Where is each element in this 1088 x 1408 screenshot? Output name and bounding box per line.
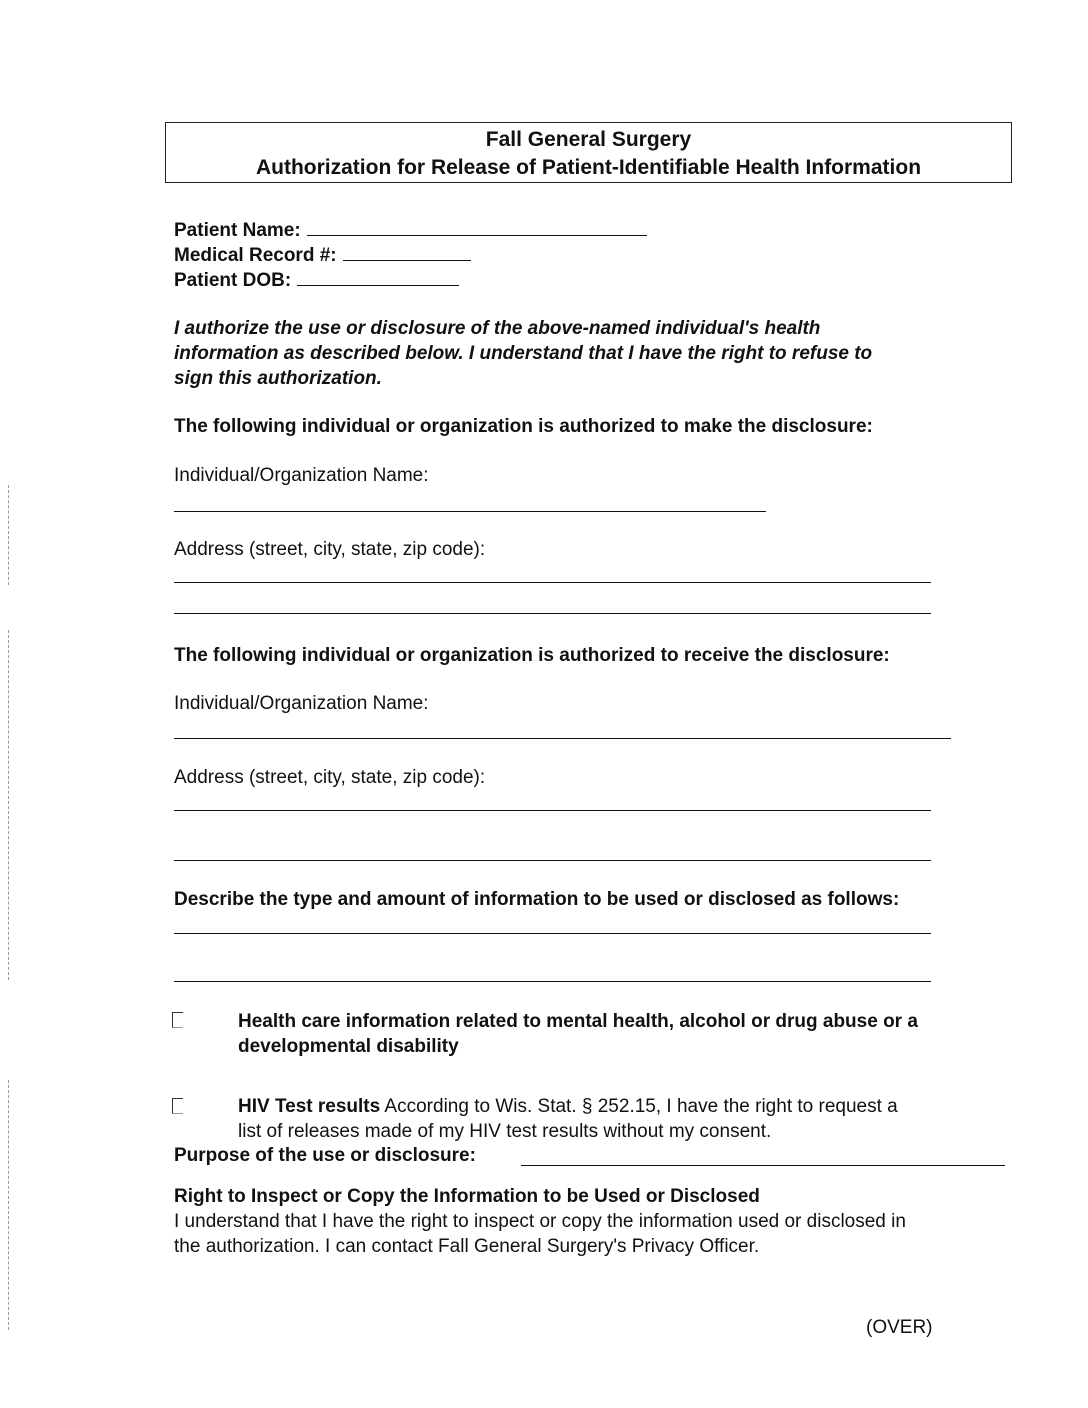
mental-health-option bbox=[238, 1009, 918, 1059]
recipient-name-label: Individual/Organization Name: bbox=[174, 693, 429, 714]
rights-heading: Right to Inspect or Copy the Information to be Used or Disclosed bbox=[174, 1186, 760, 1207]
scan-margin-mark bbox=[8, 1080, 11, 1330]
rights-text-line: I understand that I have the right to inspect or copy the information used or disclosed in bbox=[174, 1211, 906, 1232]
org-name: Fall General Surgery bbox=[485, 128, 692, 151]
scan-margin-mark bbox=[8, 485, 11, 585]
authorization-statement-line: information as described below. I understand that I have the right to refuse to bbox=[174, 343, 873, 364]
patient-name-row bbox=[174, 217, 647, 243]
hiv-results-text: According to Wis. Stat. § 252.15, I have the right to request a bbox=[380, 1096, 898, 1117]
authorization-statement bbox=[174, 316, 872, 391]
patient-name-label: Patient Name: bbox=[174, 220, 301, 241]
discloser-address-field-2[interactable] bbox=[174, 613, 931, 614]
information-field-1[interactable] bbox=[174, 933, 931, 934]
patient-name-field[interactable] bbox=[307, 217, 647, 236]
recipient-address-field-2[interactable] bbox=[174, 860, 931, 861]
discloser-address-field-1[interactable] bbox=[174, 582, 931, 583]
discloser-name-field[interactable] bbox=[174, 511, 766, 512]
discloser-heading: The following individual or organization is authorized to make the disclosure: bbox=[174, 416, 873, 437]
mental-health-text-line: developmental disability bbox=[238, 1036, 459, 1057]
hiv-results-option bbox=[238, 1094, 898, 1144]
patient-dob-row bbox=[174, 267, 459, 293]
medical-record-field[interactable] bbox=[343, 242, 471, 261]
information-field-2[interactable] bbox=[174, 981, 931, 982]
information-heading: Describe the type and amount of information to be used or disclosed as follows: bbox=[174, 889, 900, 910]
recipient-name-field[interactable] bbox=[174, 738, 951, 739]
over-indicator: (OVER) bbox=[866, 1317, 933, 1338]
recipient-address-label: Address (street, city, state, zip code): bbox=[174, 767, 486, 788]
form-title: Authorization for Release of Patient-Identifiable Health Information bbox=[255, 156, 922, 179]
authorization-statement-line: I authorize the use or disclosure of the above-named individual's health bbox=[174, 318, 821, 339]
patient-dob-label: Patient DOB: bbox=[174, 270, 292, 291]
scan-margin-mark bbox=[8, 630, 11, 980]
hiv-results-text-line: list of releases made of my HIV test results without my consent. bbox=[238, 1121, 772, 1142]
mental-health-text-line: Health care information related to mental health, alcohol or drug abuse or a bbox=[238, 1011, 918, 1032]
medical-record-label: Medical Record #: bbox=[174, 245, 337, 266]
authorization-statement-line: sign this authorization. bbox=[174, 368, 382, 389]
rights-text-line: the authorization. I can contact Fall General Surgery's Privacy Officer. bbox=[174, 1236, 760, 1257]
recipient-address-field-1[interactable] bbox=[174, 810, 931, 811]
purpose-label: Purpose of the use or disclosure: bbox=[174, 1145, 476, 1166]
hiv-results-checkbox[interactable] bbox=[172, 1098, 183, 1114]
mental-health-checkbox[interactable] bbox=[172, 1012, 183, 1028]
purpose-field[interactable] bbox=[521, 1165, 1005, 1166]
medical-record-row bbox=[174, 242, 471, 268]
discloser-name-label: Individual/Organization Name: bbox=[174, 465, 429, 486]
patient-dob-field[interactable] bbox=[297, 267, 459, 286]
hiv-results-label: HIV Test results bbox=[238, 1096, 381, 1117]
recipient-heading: The following individual or organization is authorized to receive the disclosure: bbox=[174, 645, 890, 666]
discloser-address-label: Address (street, city, state, zip code): bbox=[174, 539, 486, 560]
form-title-box bbox=[165, 122, 1012, 183]
